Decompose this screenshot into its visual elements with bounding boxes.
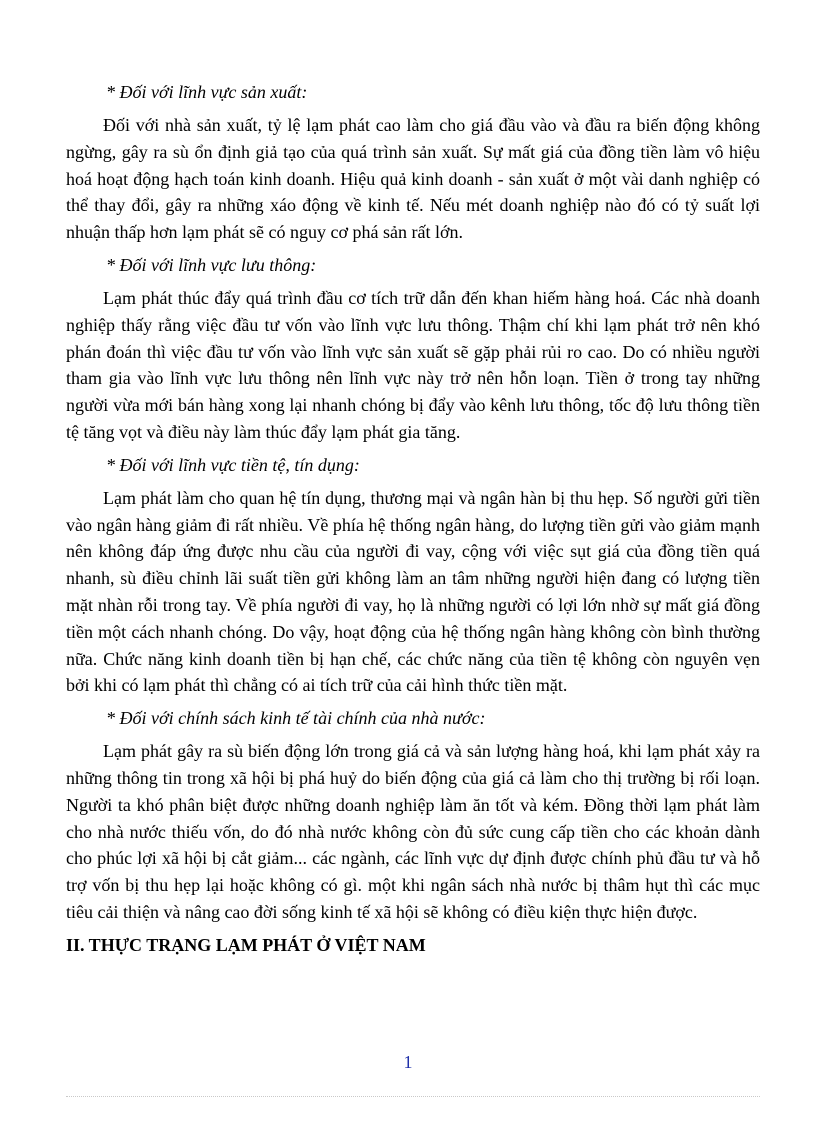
section-state-policy <box>66 705 760 926</box>
footer-divider <box>66 1096 760 1097</box>
page-number: 1 <box>403 1052 413 1072</box>
section-monetary-credit <box>66 452 760 699</box>
section-production <box>66 79 760 246</box>
section-heading: * Đối với chính sách kinh tế tài chính của nhà nước: <box>106 708 486 729</box>
section-paragraph: Đối với nhà sản xuất, tỷ lệ lạm phát cao làm cho giá đầu vào và đầu ra biến động không ngừng, gây ra sù ổn định giả tạo của quá trình sản xuất. Sự mất giá của đồng tiền làm vô hiệu hoá hoạt động hạch toán kinh doanh. Hiệu quả kinh doanh - sản xuất ở một vài danh nghiệp có thể thay đổi, gây ra những xáo động về kinh tế. Nếu mét doanh nghiệp nào đó có tỷ suất lợi nhuận thấp hơn lạm phát sẽ có nguy cơ phá sản rất lớn. <box>66 115 760 243</box>
section-paragraph: Lạm phát gây ra sù biến động lớn trong giá cả và sản lượng hàng hoá, khi lạm phát xảy ra những thông tin trong xã hội bị phá huỷ do biến động của giá cả làm cho thị trường bị rối loạn. Người ta khó phân biệt được những doanh nghiệp làm ăn tốt và kém. Đồng thời lạm phát làm cho nhà nước thiếu vốn, do đó nhà nước không còn đủ sức cung cấp tiền cho các khoản dành cho phúc lợi xã hội bị cắt giảm... các ngành, các lĩnh vực dự định được chính phủ đầu tư và hỗ trợ vốn bị thu hẹp lại hoặc không có gì. một khi ngân sách nhà nước bị thâm hụt thì các mục tiêu cải thiện và nâng cao đời sống kinh tế xã hội sẽ không có điều kiện thực hiện được. <box>66 741 760 922</box>
section-heading: * Đối với lĩnh vực sản xuất: <box>106 82 308 102</box>
section-paragraph: Lạm phát làm cho quan hệ tín dụng, thương mại và ngân hàn bị thu hẹp. Số người gửi tiền vào ngân hàng giảm đi rất nhiều. Về phía hệ thống ngân hàng, do lượng tiền gửi vào giảm mạnh nên không đáp ứng được nhu cầu của người đi vay, cộng với việc sụt giá của đồng tiền quá nhanh, sù điều chỉnh lãi suất tiền gửi không làm an tâm những người hiện đang có lượng tiền mặt nhàn rỗi trong tay. Về phía người đi vay, họ là những người có lợi lớn nhờ sự mất giá đồng tiền một cách nhanh chóng. Do vậy, hoạt động của hệ thống ngân hàng không còn bình thường nữa. Chức năng kinh doanh tiền bị hạn chế, các chức năng của tiền tệ không còn nguyên vẹn bởi khi có lạm phát thì chẳng có ai tích trữ của cải hình thức tiền mặt. <box>66 487 760 696</box>
section-heading: * Đối với lĩnh vực lưu thông: <box>106 254 317 275</box>
chapter-title: II. THỰC TRẠNG LẠM PHÁT Ở VIỆT NAM <box>66 934 426 955</box>
section-heading: * Đối với lĩnh vực tiền tệ, tín dụng: <box>106 454 360 475</box>
section-circulation <box>66 252 760 446</box>
page-content <box>66 79 760 959</box>
section-paragraph: Lạm phát thúc đẩy quá trình đầu cơ tích trữ dẫn đến khan hiếm hàng hoá. Các nhà doanh nghiệp thấy rằng việc đầu tư vốn vào lĩnh vực lưu thông. Thậm chí khi lạm phát trở nên khó phán đoán thì việc đầu tư vốn vào lĩnh vực sản xuất sẽ gặp phải rủi ro cao. Do có nhiều người tham gia vào lĩnh vực lưu thông nên lĩnh vực này trở nên hỗn loạn. Tiền ở trong tay những người vừa mới bán hàng xong lại nhanh chóng bị đẩy vào kênh lưu thông, tốc độ lưu thông tiền tệ tăng vọt và điều này làm thúc đẩy lạm phát gia tăng. <box>66 287 760 442</box>
